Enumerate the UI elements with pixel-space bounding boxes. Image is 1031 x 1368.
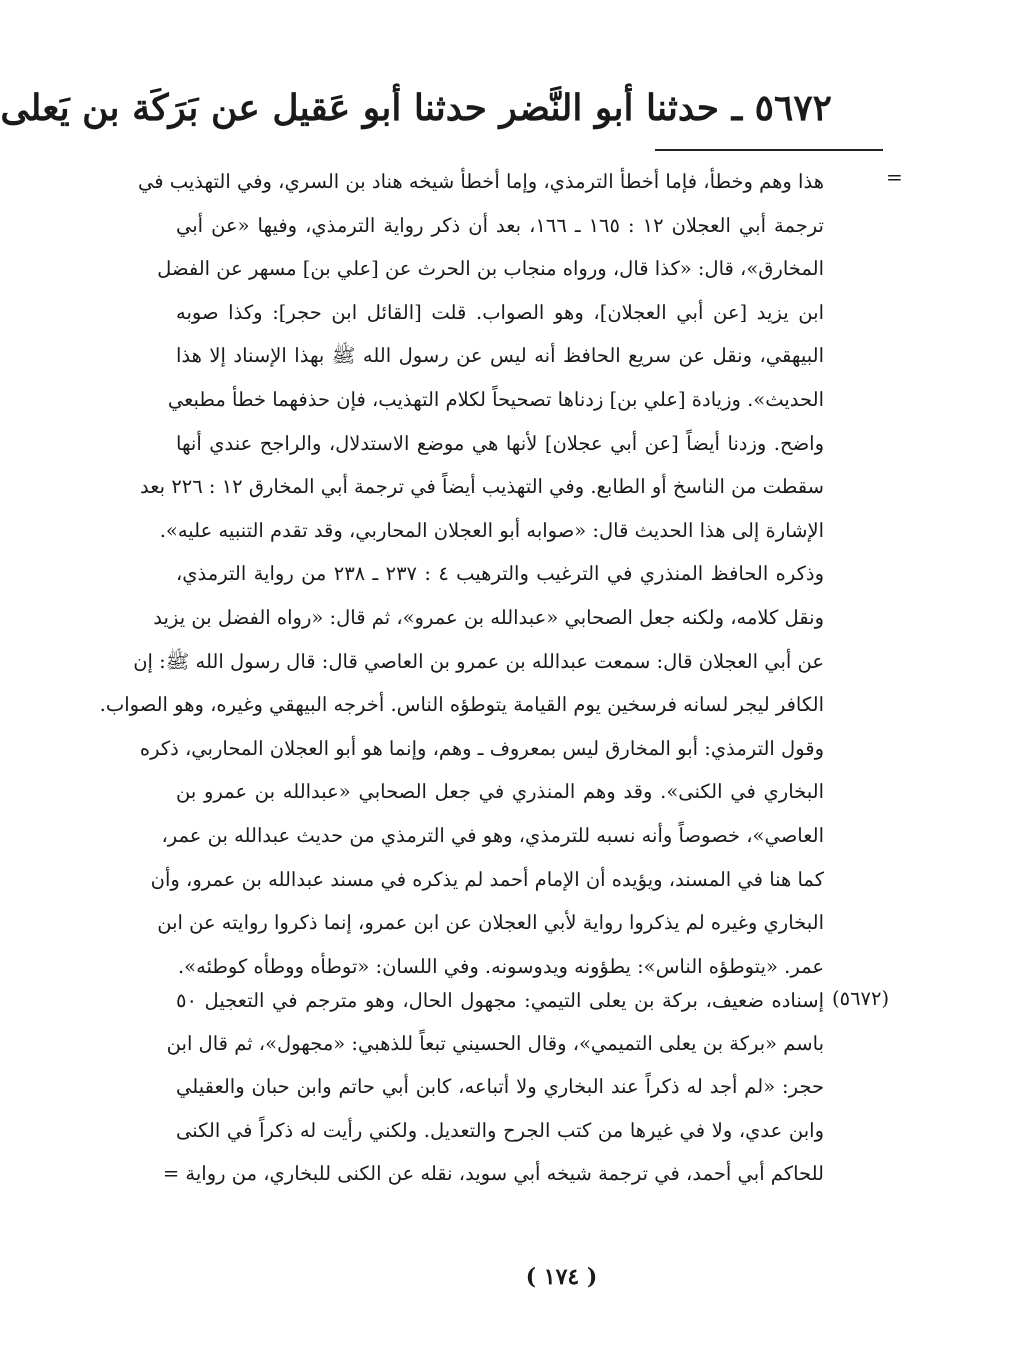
note-number: (٥٦٧٢) (832, 987, 890, 1010)
commentary-line: البيهقي، ونقل عن سريع الحافظ أنه ليس عن رسول الله ﷺ بهذا الإسناد إلا هذا (176, 344, 824, 368)
commentary-line: عن أبي العجلان قال: سمعت عبدالله بن عمرو بن العاصي قال: قال رسول الله ﷺ: إن (133, 649, 824, 673)
note-line: حجر: «لم أجد له ذكراً عند البخاري ولا أتباعه، كابن أبي حاتم وابن حبان والعقيلي (176, 1075, 824, 1099)
note-line: للحاكم أبي أحمد، في ترجمة شيخه أبي سويد، نقله عن الكنى للبخاري، من رواية = (162, 1161, 824, 1185)
commentary-line: عمر. «يتوطؤه الناس»: يطؤونه ويدوسونه. وفي اللسان: «توطأه ووطأه كوطئه». (177, 954, 824, 978)
commentary-line: هذا وهم وخطأ، فإما أخطأ الترمذي، وإما أخطأ شيخه هناد بن السري، وفي التهذيب في (137, 170, 824, 193)
continuation-mark: = (886, 165, 903, 189)
commentary-line: كما هنا في المسند، ويؤيده أن الإمام أحمد لم يذكره في مسند عبدالله بن عمرو، وأن (150, 867, 824, 891)
commentary-line: البخاري في الكنى». وقد وهم المنذري في جعل الصحابي «عبدالله بن عمرو بن (176, 780, 824, 804)
commentary-line: واضح. وزدنا أيضاً [عن أبي عجلان] لأنها هي موضع الاستدلال، والراجح عندي أنها (176, 431, 824, 455)
commentary-line: الكافر ليجر لسانه فرسخين يوم القيامة يتوطؤه الناس. أخرجه البيهقي وغيره، وهو الصواب. (99, 693, 824, 717)
note-line: وابن عدي، ولا في غيرها من كتب الجرح والتعديل. ولكني رأيت له ذكراً في الكنى (176, 1118, 824, 1142)
note-line: إسناده ضعيف، بركة بن يعلى التيمي: مجهول الحال، وهو مترجم في التعجيل ٥٠ (176, 989, 824, 1012)
commentary-line: وذكره الحافظ المنذري في الترغيب والترهيب ٤ : ٢٣٧ ـ ٢٣٨ من رواية الترمذي، (176, 562, 824, 586)
commentary-line: وقول الترمذي: أبو المخارق ليس بمعروف ـ وهم، وإنما هو أبو العجلان المحاربي، ذكره (139, 736, 824, 760)
note-line: باسم «بركة بن يعلى التميمي»، وقال الحسيني تبعاً للذهبي: «مجهول»، ثم قال ابن (166, 1032, 824, 1056)
note-block (162, 979, 824, 1195)
page-number: ( ١٧٤ ) (525, 1264, 598, 1290)
commentary-line: العاصي»، خصوصاً وأنه نسبه للترمذي، وهو في الترمذي من حديث عبدالله بن عمر، (161, 823, 824, 847)
commentary-line: ابن يزيد [عن أبي العجلان]، وهو الصواب. قلت [القائل ابن حجر]: وكذا صوبه (176, 300, 824, 324)
commentary-line: ونقل كلامه، ولكنه جعل الصحابي «عبدالله بن عمرو»، ثم قال: «رواه الفضل بن يزيد (153, 605, 824, 629)
commentary-line: ترجمة أبي العجلان ١٢ : ١٦٥ ـ ١٦٦، بعد أن ذكر رواية الترمذي، وفيها «عن أبي (176, 213, 824, 237)
commentary-line: المخارق»، قال: «كذا قال، ورواه منجاب بن الحرث عن [علي بن] مسهر عن الفضل (157, 257, 824, 281)
hadith-heading: ٥٦٧٢ ـ حدثنا أبو النَّضر حدثنا أبو عَقيل عن بَرَكَة بن يَعلى (0, 87, 832, 129)
commentary-line: الإشارة إلى هذا الحديث قال: «صوابه أبو العجلان المحاربي، وقد تقدم التنبيه عليه». (159, 518, 824, 542)
commentary-line: سقطت من الناسخ أو الطابع. وفي التهذيب أيضاً في ترجمة أبي المخارق ١٢ : ٢٢٦ بعد (140, 475, 824, 499)
heading-separator-rule (655, 149, 883, 151)
commentary-block (99, 160, 824, 988)
commentary-line: الحديث». وزيادة [علي بن] زدناها تصحيحاً لكلام التهذيب، فإن حذفهما خطأ مطبعي (167, 387, 824, 411)
commentary-line: البخاري وغيره لم يذكروا رواية لأبي العجلان عن ابن عمرو، إنما ذكروا روايته عن ابن (157, 911, 824, 935)
